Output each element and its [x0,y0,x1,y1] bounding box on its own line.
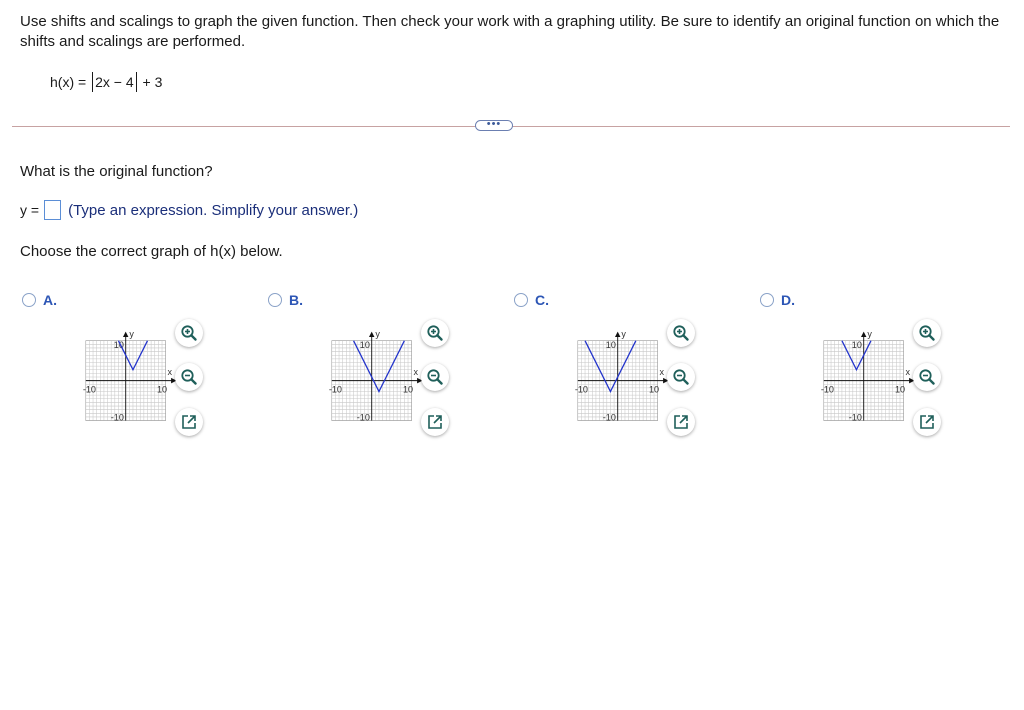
y-tick-max: 10 [359,339,370,350]
answer-input[interactable] [44,200,61,220]
x-axis-label: x [905,367,910,378]
expand-icon [426,413,444,431]
expand-icon [672,413,690,431]
answer-row [20,200,358,220]
x-axis-label: x [413,367,418,378]
x-axis-label: x [167,367,172,378]
zoom-out-icon [426,368,444,386]
x-tick-max: 10 [156,384,168,395]
graph-plot [546,318,664,436]
y-tick-max: 10 [113,339,124,350]
expand-icon [180,413,198,431]
expand-button[interactable] [913,408,941,436]
y-axis-label: y [621,329,626,340]
instructions-text: Use shifts and scalings to graph the given function. Then check your work with a graphing utility. Be sure to identify an original function on which the shifts and scalings are performed. [20,13,1000,50]
abs-bar-right [136,72,137,92]
function-tail: + 3 [138,74,163,90]
answer-hint: (Type an expression. Simplify your answer.) [68,201,359,219]
question-original-function: What is the original function? [20,163,213,180]
abs-bar-left [92,72,93,92]
zoom-in-button[interactable] [421,319,449,347]
option-radio-row[interactable] [760,292,795,308]
y-axis-label: y [867,329,872,340]
graph-option-a [22,290,252,440]
graph-plot [300,318,418,436]
function-lhs: h(x) = [50,74,91,90]
function-inner: 2x − 4 [95,74,134,90]
option-radio-row[interactable] [22,292,57,308]
zoom-in-icon [918,324,936,342]
x-tick-min: -10 [82,384,96,395]
graph-option-c [514,290,744,440]
y-axis-label: y [375,329,380,340]
option-radio[interactable] [514,293,528,307]
x-tick-min: -10 [328,384,342,395]
x-tick-max: 10 [402,384,414,395]
zoom-in-button[interactable] [913,319,941,347]
x-tick-max: 10 [894,384,906,395]
expand-button[interactable] [175,408,203,436]
zoom-in-button[interactable] [175,319,203,347]
zoom-out-icon [918,368,936,386]
x-axis-label: x [659,367,664,378]
y-tick-min: -10 [110,412,124,423]
option-letter: D. [781,292,795,308]
zoom-in-icon [180,324,198,342]
zoom-out-button[interactable] [421,363,449,391]
x-tick-min: -10 [574,384,588,395]
y-tick-max: 10 [605,339,616,350]
y-tick-min: -10 [848,412,862,423]
y-tick-min: -10 [602,412,616,423]
zoom-in-icon [672,324,690,342]
option-radio[interactable] [760,293,774,307]
option-letter: C. [535,292,549,308]
expand-button[interactable] [421,408,449,436]
graph-plot [54,318,172,436]
y-tick-min: -10 [356,412,370,423]
given-function [50,72,162,92]
option-radio[interactable] [22,293,36,307]
zoom-out-button[interactable] [175,363,203,391]
more-button[interactable]: ••• [475,120,513,131]
zoom-out-button[interactable] [667,363,695,391]
option-radio-row[interactable] [268,292,303,308]
y-axis-label: y [129,329,134,340]
zoom-in-icon [426,324,444,342]
zoom-out-icon [672,368,690,386]
question-choose-graph: Choose the correct graph of h(x) below. [20,243,283,260]
x-tick-min: -10 [820,384,834,395]
x-tick-max: 10 [648,384,660,395]
zoom-in-button[interactable] [667,319,695,347]
option-letter: B. [289,292,303,308]
expand-icon [918,413,936,431]
zoom-out-icon [180,368,198,386]
option-letter: A. [43,292,57,308]
y-tick-max: 10 [851,339,862,350]
zoom-out-button[interactable] [913,363,941,391]
expand-button[interactable] [667,408,695,436]
graph-plot [792,318,910,436]
graph-option-b [268,290,498,440]
answer-prefix: y = [20,202,40,218]
graph-option-d [760,290,990,440]
option-radio[interactable] [268,293,282,307]
option-radio-row[interactable] [514,292,549,308]
